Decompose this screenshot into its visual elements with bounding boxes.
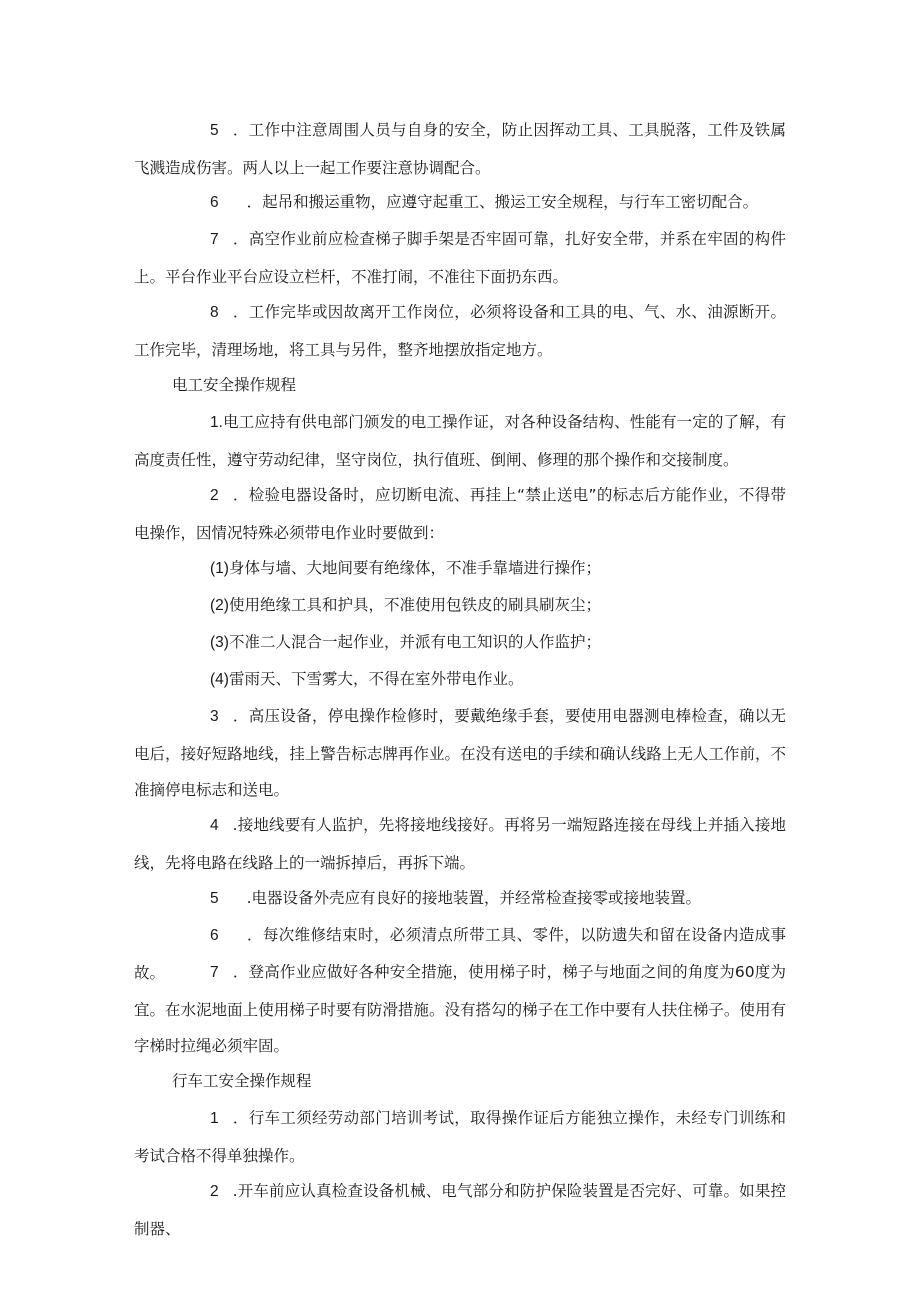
item-number: 6 <box>210 927 219 944</box>
item-text: ．高空作业前应检查梯子脚手架是否牢固可靠，扎好安全带，并系在牢固的构件上。平台作业平台应设立栏杆，不准打闹，不准往下面扔东西。 <box>134 230 786 286</box>
list-item <box>134 807 786 881</box>
item-number: 5 <box>210 122 219 139</box>
item-number: 8 <box>210 304 219 321</box>
list-item <box>134 661 786 699</box>
item-number: 6 <box>210 194 219 211</box>
list-item <box>134 880 786 918</box>
item-text: ．检验电器设备时，应切断电流、再挂上“禁止送电”的标志后方能作业，不得带电操作，因情况特殊必须带电作业时要做到： <box>134 486 786 542</box>
item-number: 5 <box>210 890 219 907</box>
item-number: 4 <box>210 817 219 834</box>
item-number: 3 <box>210 708 219 725</box>
item-text: .电器设备外壳应有良好的接地装置，并经常检查接零或接地装置。 <box>246 889 702 907</box>
list-item <box>134 477 786 551</box>
item-number: 2 <box>210 487 219 504</box>
item-text: ．工作完毕或因故离开工作岗位，必须将设备和工具的电、气、水、油源断开。工作完毕，清理场地，将工具与另件，整齐地摆放指定地方。 <box>134 303 786 359</box>
item-text: ．登高作业应做好各种安全措施，使用梯子时，梯子与地面之间的角度为60度为宜。在水泥地面上使用梯子时要有防滑措施。没有搭勾的梯子在工作中要有人扶住梯子。使用有字梯时拉绳必须牢固。 <box>134 963 786 1055</box>
item-number: (2) <box>210 597 229 614</box>
list-item <box>134 550 786 588</box>
item-text: 不准二人混合一起作业，并派有电工知识的人作监护； <box>228 633 601 651</box>
list-item <box>134 404 786 478</box>
item-text: 雷雨天、下雪雾大，不得在室外带电作业。 <box>228 670 524 688</box>
list-item <box>134 624 786 662</box>
item-number: (1) <box>210 560 229 577</box>
item-text: 使用绝缘工具和护具，不准使用包铁皮的刷具刷灰尘； <box>228 596 601 614</box>
section-heading: 电工安全操作规程 <box>172 376 297 394</box>
item-text: .接地线要有人监护，先将接地线接好。再将另一端短路连接在母线上并插入接地线，先将电路在线路上的一端拆掉后，再拆下端。 <box>134 816 786 872</box>
item-number: 2 <box>210 1183 219 1200</box>
list-item <box>134 294 786 368</box>
list-item <box>134 954 786 1065</box>
item-text: 电工应持有供电部门颁发的电工操作证，对各种设备结构、性能有一定的了解，有高度责任性，遵守劳动纪律，坚守岗位，执行值班、倒闸、修理的那个操作和交接制度。 <box>134 413 786 469</box>
item-number: 7 <box>210 231 219 248</box>
item-text: .开车前应认真检查设备机械、电气部分和防护保险装置是否完好、可靠。如果控制器、 <box>134 1182 786 1238</box>
item-number: (4) <box>210 671 229 688</box>
item-number: 1. <box>210 414 223 431</box>
list-item <box>134 698 786 809</box>
list-item <box>134 1100 786 1174</box>
section-heading: 行车工安全操作规程 <box>172 1072 312 1090</box>
item-text: 身体与墙、大地间要有绝缘体，不准手靠墙进行操作； <box>228 559 601 577</box>
item-text: ．起吊和搬运重物，应遵守起重工、搬运工安全规程，与行车工密切配合。 <box>246 193 759 211</box>
list-item <box>134 184 786 222</box>
item-number: 7 <box>210 964 219 981</box>
item-text: ．高压设备，停电操作检修时，要戴绝缘手套，要使用电器测电棒检查，确以无电后，接好短路地线，挂上警告标志牌再作业。在没有送电的手续和确认线路上无人工作前，不准摘停电标志和送电。 <box>134 707 786 799</box>
list-item <box>134 221 786 295</box>
list-item <box>134 1173 786 1247</box>
item-number: (3) <box>210 634 229 651</box>
item-text: ．工作中注意周围人员与自身的安全，防止因挥动工具、工具脱落，工件及铁属飞溅造成伤害。两人以上一起工作要注意协调配合。 <box>134 121 786 177</box>
list-item <box>134 112 786 186</box>
item-text: ．行车工须经劳动部门培训考试，取得操作证后方能独立操作，未经专门训练和考试合格不得单独操作。 <box>134 1109 786 1165</box>
item-number: 1 <box>210 1110 219 1127</box>
list-item <box>134 587 786 625</box>
item-text: ．每次维修结束时，必须清点所带工具、零件，以防遗失和留在设备内造成事故。 <box>134 926 786 982</box>
